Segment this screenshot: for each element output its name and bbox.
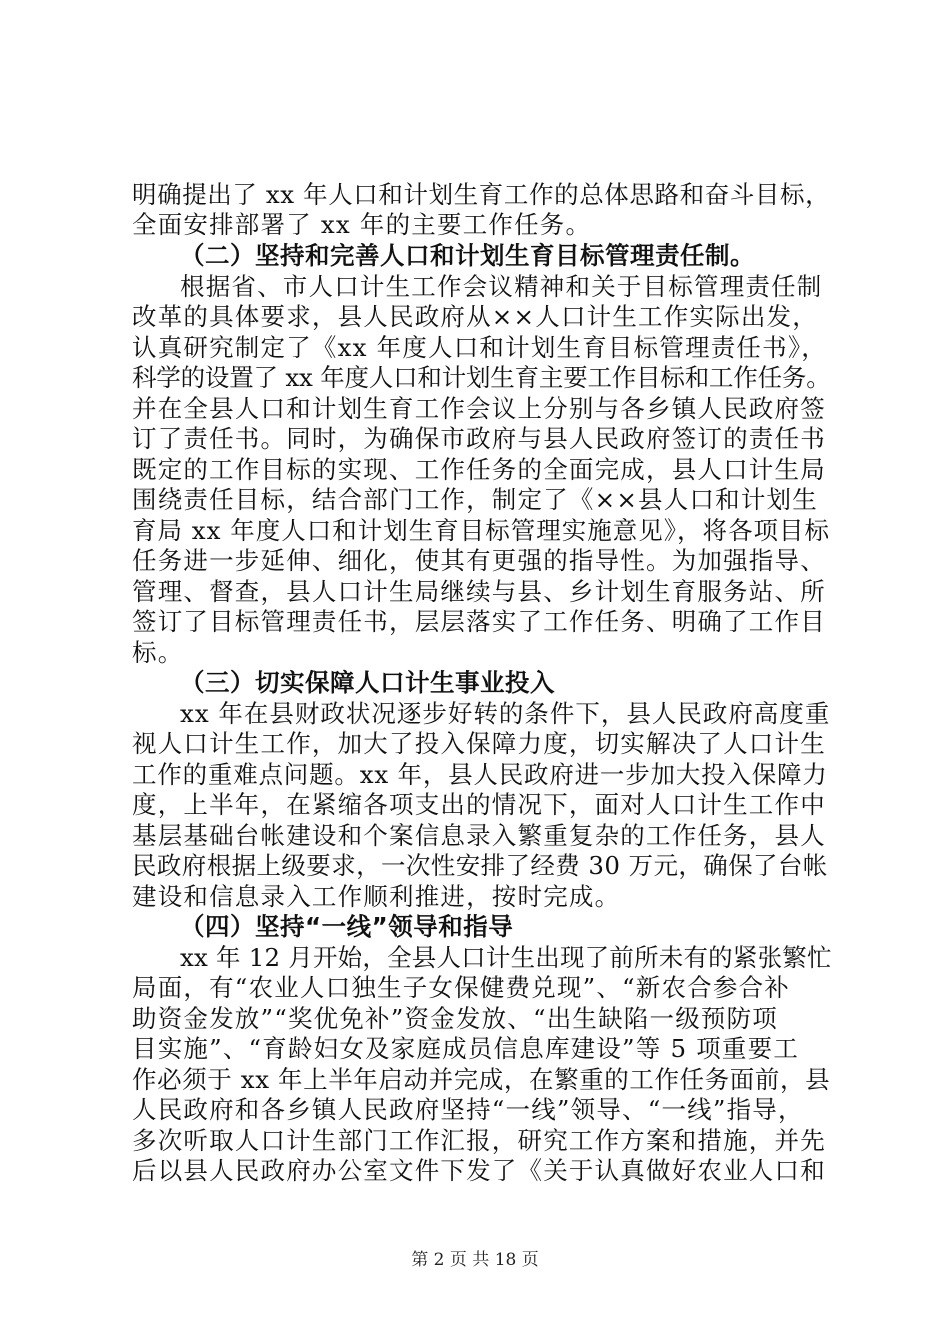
paragraph-line: 后以县人民政府办公室文件下发了《关于认真做好农业人口和 <box>132 1156 826 1185</box>
paragraph-line: 视人口计生工作，加大了投入保障力度，切实解决了人口计生 <box>132 729 826 758</box>
paragraph-line: 签订了目标管理责任书，层层落实了工作任务、明确了工作目 <box>132 607 826 636</box>
paragraph-line: 标。 <box>132 638 184 667</box>
section-heading-4: （四）坚持“一线”领导和指导 <box>180 912 514 941</box>
paragraph-line: 助资金发放”“奖优免补”资金发放、“出生缺陷一级预防项 <box>132 1004 778 1033</box>
paragraph-line: 任务进一步延伸、细化，使其有更强的指导性。为加强指导、 <box>132 546 826 575</box>
paragraph-line: 管理、督查，县人口计生局继续与县、乡计划生育服务站、所 <box>132 577 826 606</box>
paragraph-line: 作必须于 xx 年上半年启动并完成，在繁重的工作任务面前，县 <box>132 1065 831 1094</box>
paragraph-line: 订了责任书。同时，为确保市政府与县人民政府签订的责任书 <box>132 424 826 453</box>
section-heading-2: （二）坚持和完善人口和计划生育目标管理责任制。 <box>180 241 755 270</box>
section-heading-3: （三）切实保障人口计生事业投入 <box>180 668 555 697</box>
paragraph-line: 根据省、市人口计生工作会议精神和关于目标管理责任制 <box>180 272 823 301</box>
paragraph-line: 并在全县人口和计划生育工作会议上分别与各乡镇人民政府签 <box>132 394 826 423</box>
paragraph-line: 育局 xx 年度人口和计划生育目标管理实施意见》，将各项目标 <box>132 516 830 545</box>
paragraph-line: 民政府根据上级要求，一次性安排了经费 30 万元，确保了台帐 <box>132 851 828 880</box>
paragraph-line: 明确提出了 xx 年人口和计划生育工作的总体思路和奋斗目标， <box>132 180 831 209</box>
page-number-footer: 第 2 页 共 18 页 <box>411 1250 539 1270</box>
paragraph-line: 目实施”、“育龄妇女及家庭成员信息库建设”等 5 项重要工 <box>132 1034 800 1063</box>
paragraph-line: 局面，有“农业人口独生子女保健费兑现”、“新农合参合补 <box>132 973 790 1002</box>
paragraph-line: 既定的工作目标的实现、工作任务的全面完成，县人口计生局 <box>132 455 826 484</box>
paragraph-line: 人民政府和各乡镇人民政府坚持“一线”领导、“一线”指导， <box>132 1095 804 1124</box>
paragraph-line: xx 年 12 月开始，全县人口计生出现了前所未有的紧张繁忙 <box>180 943 832 972</box>
paragraph-line: 围绕责任目标，结合部门工作，制定了《××县人口和计划生 <box>132 485 818 514</box>
paragraph-line: 度，上半年，在紧缩各项支出的情况下，面对人口计生工作中 <box>132 790 826 819</box>
paragraph-line: 基层基础台帐建设和个案信息录入繁重复杂的工作任务，县人 <box>132 821 826 850</box>
paragraph-line: 认真研究制定了《xx 年度人口和计划生育目标管理责任书》， <box>132 333 827 362</box>
paragraph-line: 多次听取人口计生部门工作汇报，研究工作方案和措施，并先 <box>132 1126 826 1155</box>
paragraph-line: 工作的重难点问题。xx 年，县人民政府进一步加大投入保障力 <box>132 760 828 789</box>
paragraph-line: 科学的设置了 xx 年度人口和计划生育主要工作目标和工作任务。 <box>132 363 831 392</box>
paragraph-line: 全面安排部署了 xx 年的主要工作任务。 <box>132 210 592 239</box>
paragraph-line: 建设和信息录入工作顺利推进，按时完成。 <box>132 882 621 911</box>
paragraph-line: xx 年在县财政状况逐步好转的条件下，县人民政府高度重 <box>180 699 831 728</box>
paragraph-line: 改革的具体要求，县人民政府从××人口计生工作实际出发， <box>132 302 818 331</box>
